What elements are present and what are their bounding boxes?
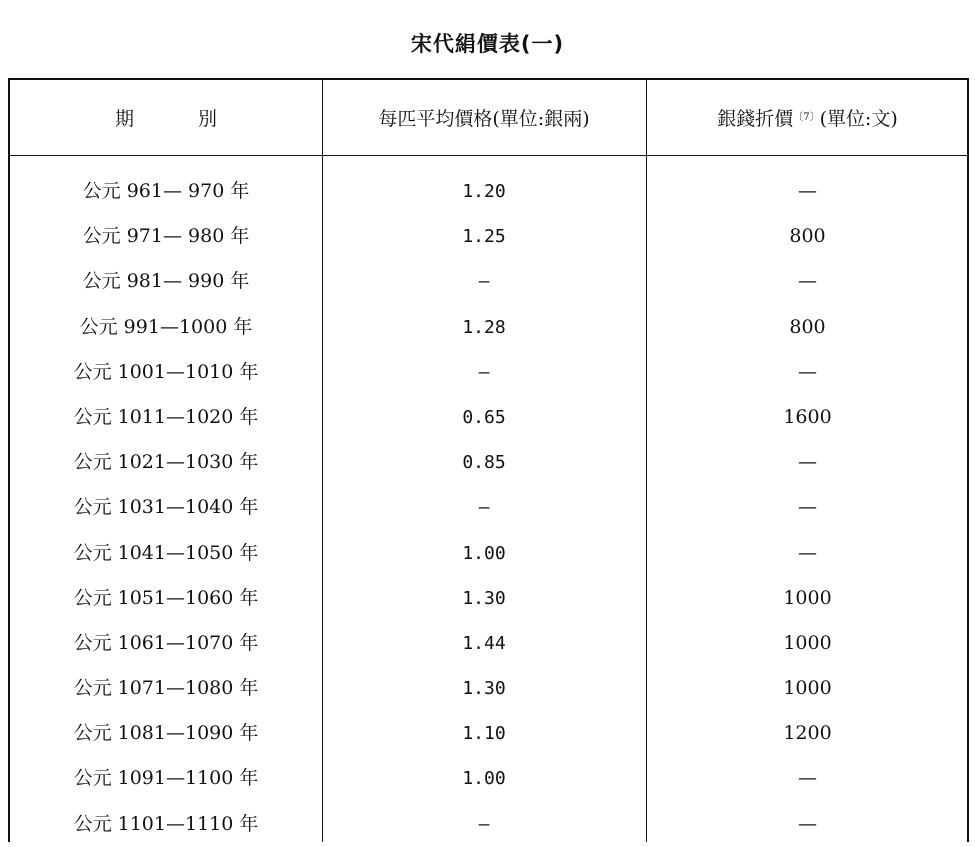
cell-coin: 1000: [783, 586, 832, 609]
cell-coin: —: [798, 541, 817, 564]
cell-coin: 1200: [783, 722, 832, 745]
table-row: [10, 711, 967, 756]
cell-price: 1.44: [462, 632, 506, 654]
table-row: [10, 621, 967, 666]
cell-period: 公元 1071—1080 年: [73, 677, 259, 700]
cell-period: 公元 1011—1020 年: [73, 405, 259, 428]
cell-coin: —: [798, 767, 817, 790]
cell-coin: —: [798, 496, 817, 519]
cell-period: 公元 1021—1030 年: [73, 451, 259, 474]
cell-coin: 800: [789, 315, 826, 338]
table-row: [10, 576, 967, 621]
table-title: 宋代絹價表(一): [410, 32, 565, 56]
cell-coin: 800: [789, 225, 826, 248]
header-coin: 銀錢折價 〔7〕 (單位:文): [646, 80, 969, 155]
cell-price: 1.28: [462, 316, 506, 338]
cell-period: 公元 1051—1060 年: [73, 586, 259, 609]
cell-period: 公元 991—1000 年: [79, 315, 253, 338]
cell-price: 1.00: [462, 768, 506, 790]
header-price: 每匹平均價格(單位:銀兩): [378, 108, 590, 130]
cell-price: —: [478, 271, 490, 293]
cell-coin: —: [798, 812, 817, 835]
table-row: [10, 350, 967, 395]
cell-coin: 1600: [783, 405, 832, 428]
table-body: [10, 169, 967, 847]
cell-price: 1.00: [462, 542, 506, 564]
table-row: [10, 531, 967, 576]
table-row: [10, 259, 967, 304]
cell-price: —: [478, 497, 490, 519]
cell-price: 1.10: [462, 723, 506, 745]
table-header-row: [10, 80, 967, 156]
cell-price: 1.30: [462, 678, 506, 700]
cell-price: —: [478, 813, 490, 835]
cell-period: 公元 1041—1050 年: [73, 541, 259, 564]
table-row: [10, 666, 967, 711]
cell-period: 公元 1001—1010 年: [73, 360, 259, 383]
header-coin-label: 銀錢折價: [717, 108, 794, 130]
cell-period: 公元 961— 970 年: [82, 180, 250, 202]
cell-period: 公元 1061—1070 年: [73, 631, 259, 654]
header-coin-unit: (單位:文): [819, 108, 898, 130]
cell-period: 公元 1091—1100 年: [73, 767, 259, 790]
cell-coin: 1000: [783, 677, 832, 700]
table-row: [10, 305, 967, 350]
table-row: [10, 485, 967, 530]
cell-period: 公元 1101—1110 年: [73, 812, 259, 835]
header-period-char-1: 期: [114, 108, 134, 130]
cell-price: —: [478, 361, 490, 383]
cell-coin: —: [798, 180, 817, 202]
header-period: [10, 80, 322, 155]
cell-price: 0.65: [462, 406, 506, 428]
table-row: [10, 395, 967, 440]
table-row: [10, 440, 967, 485]
cell-period: 公元 1031—1040 年: [73, 496, 259, 519]
cell-period: 公元 971— 980 年: [82, 225, 250, 248]
cell-coin: —: [798, 270, 817, 293]
cell-price: 1.20: [462, 181, 506, 202]
table-row: [10, 802, 967, 847]
header-period-char-2: 別: [198, 108, 218, 130]
cell-period: 公元 981— 990 年: [82, 270, 250, 293]
cell-coin: —: [798, 451, 817, 474]
cell-period: 公元 1081—1090 年: [73, 722, 259, 745]
table-row: [10, 169, 967, 214]
cell-price: 1.30: [462, 587, 506, 609]
cell-coin: —: [798, 360, 817, 383]
cell-price: 0.85: [462, 452, 506, 474]
table-row: [10, 756, 967, 801]
table-row: [10, 214, 967, 259]
cell-price: 1.25: [462, 226, 506, 248]
price-table: [8, 78, 969, 842]
cell-coin: 1000: [783, 631, 832, 654]
